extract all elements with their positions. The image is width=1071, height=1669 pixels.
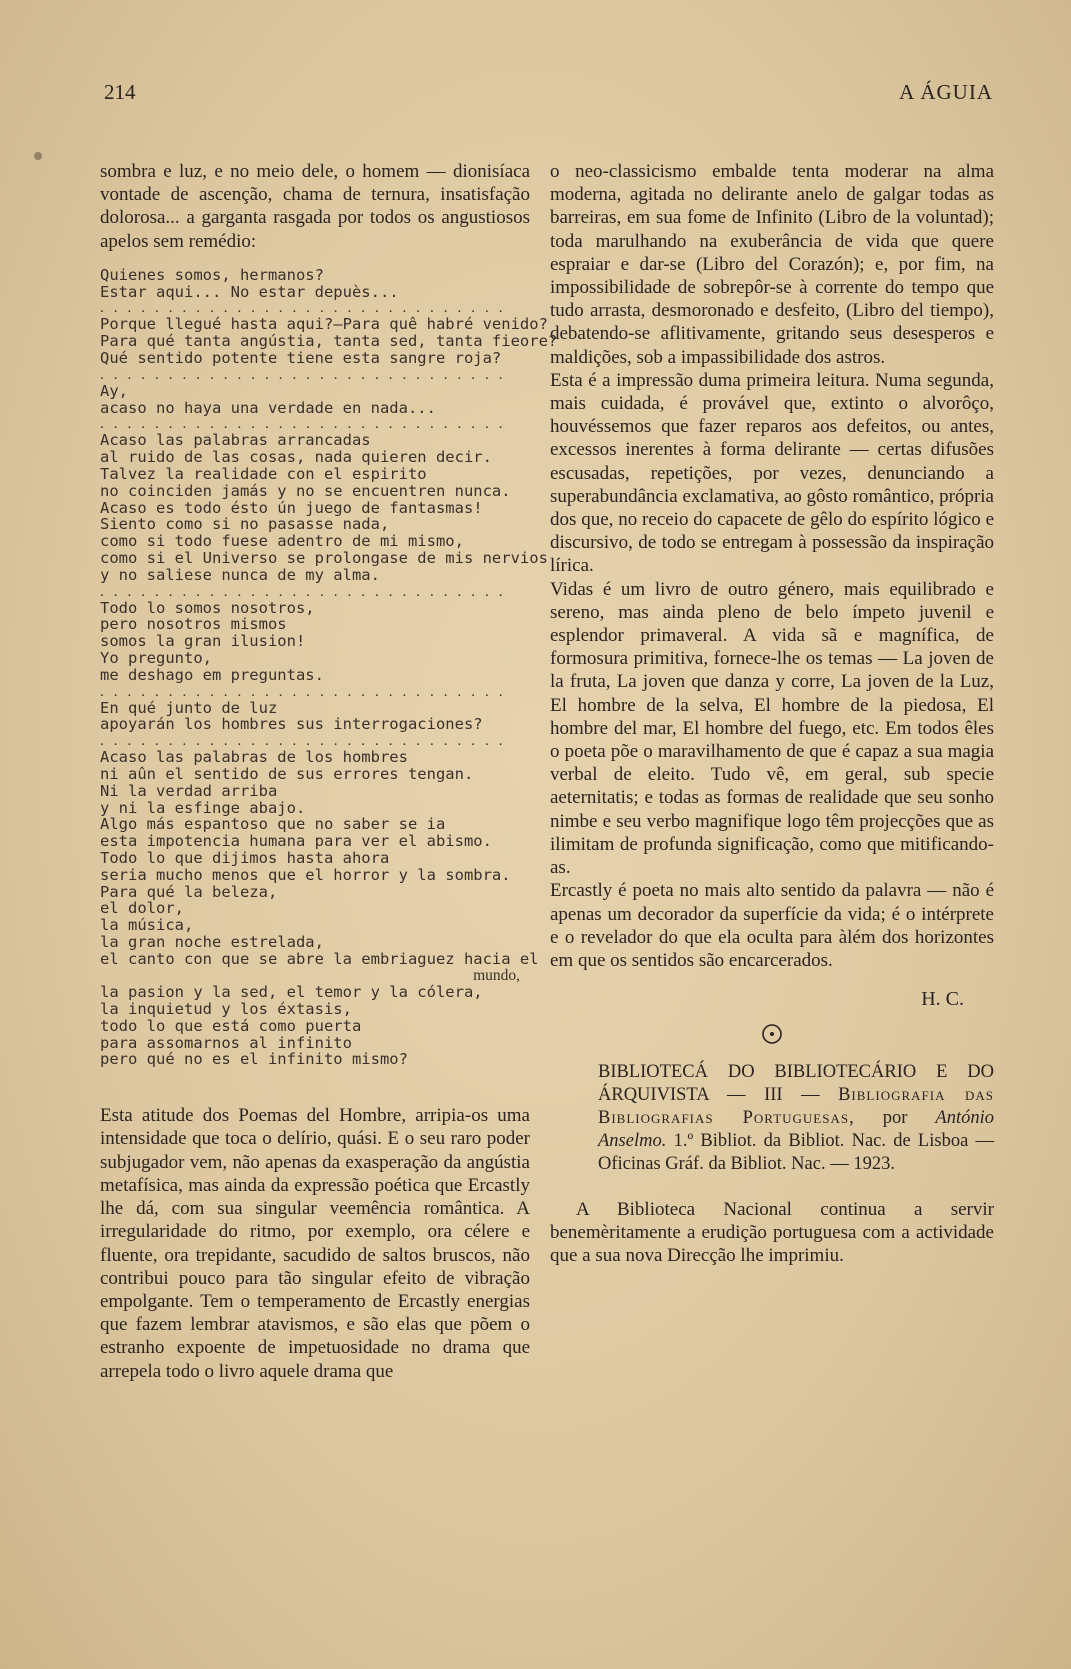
verse-stanza-6: En qué junto de luz apoyarán los hombres sus interrogaciones?: [100, 698, 483, 734]
verse-dot-separator: ..............................: [100, 366, 513, 383]
verse-text: Quienes somos, hermanos? Estar aqui... No estar depuès...: [100, 265, 399, 301]
verse-dot-separator: ..............................: [100, 583, 513, 600]
verse-stanza-1: [100, 267, 530, 301]
verse-dot-separator: ..............................: [100, 300, 513, 317]
verse-stanza-8: la pasion y la sed, el temor y la cólera, la inquietud y los éxtasis, todo lo que está como puerta para assomarnos al infinito pero qué no es el infinito mismo?: [100, 983, 483, 1069]
bib-imprint: 1.º Bibliot. da Bibliot. Nac. de Lisboa — Oficinas Gráf. da Bibliot. Nac. — 1923.: [598, 1131, 995, 1175]
verse-dot-separator: ..............................: [100, 683, 513, 700]
page-number: 214: [104, 80, 136, 104]
closing-paragraph: Esta atitude dos Poemas del Hombre, arripia-os uma intensidade que toca o delírio, quási. E o seu raro poder subjugador vem, não apenas da exasperação da angústia metafísica, mas ainda da expressão poética que Ercastly lhe dá, com sua singular veemência romântica. A irregularidade do ritmo, por exemplo, ora célere e fluente, ora trepidante, sacudido de saltos bruscos, não contribui pouco para tão singular efeito de vibração empolgante. Tem o temperamento de Ercastly energias que fazem lembrar atavismos, e são elas que põem o estranho expoente de impetuosidade no drama que arrepela todo o livro aquele drama que: [100, 1105, 530, 1382]
running-head: A ÁGUIA: [899, 80, 993, 104]
right-paragraph-2: Esta é a impressão duma primeira leitura. Numa segunda, mais cuidada, é provável que, extinto o alvorôço, houvéssemos que fazer reparos aos defeitos, ou antes, excessos inerentes à forma delirante — certas difusões escusadas, repetições, por vezes, denunciando a superabundância exclamativa, ao gôsto romântico, própria dos que, no receio do capacete de gêlo do espírito lógico e discursivo, de todo se entregam à possessão da inspiração lírica.: [550, 369, 994, 577]
right-paragraph-3: Vidas é um livro de outro género, mais equilibrado e sereno, mas ainda pleno de belo ímpeto juvenil e esplendor primaveral. A vida sã e magnífica, de formosura primitiva, fornece-lhe os temas — La joven de la fruta, La joven que danza y corre, La joven de la Luz, El hombre de la selva, El hombre de la piedosa, El hombre del mar, El hombre del fuego, etc. Em todos êles o poeta põe o maravilhamento de que é capaz a sua magia verbal de eleito. Tudo vê, em geral, sub specie aeternitatis; e todas as formas de realidade que seu sonho nimbe e seu verbo magnifique logo têm projecções que as ilimitam de profunda significação, como que mitificando-as.: [550, 578, 994, 879]
verse-stanza-5: Todo lo somos nosotros, pero nosotros mismos somos la gran ilusion! Yo pregunto, me deshago em preguntas.: [100, 598, 324, 684]
verse-stanza-2: Porque llegué hasta aqui?—Para quê habré venido? Para qué tanta angústia, tanta sed, tanta fieore? Qué sentido potente tiene esta sangre roja?: [100, 315, 558, 367]
bib-title-by: por: [882, 1108, 908, 1129]
right-paragraph-4: Ercastly é poeta no mais alto sentido da palavra — não é apenas um decorador da superfície da vida; é o intérprete e o revelador do que ela oculta para àlém dos horizontes em que os sentidos são encarcerados.: [550, 880, 994, 971]
right-paragraph-1: o neo-classicismo embalde tenta moderar na alma moderna, agitada no delirante anelo de galgar todas as barreiras, em sua fome de Infinito (Libro de la voluntad); toda marulhando na exuberância de vida que quere espraiar e dar-se (Libro del Corazón); e, por fim, na impossibilidade de sobrepôr-se à corrente do tempo que tudo arrasta, desmoronado e desfeito, (Libro del tiempo), debatendo-se aflitivamente, gritando seus desesperos e maldições, sob a impassibilidade dos astros.: [550, 161, 994, 368]
bib-title-subtitle: Bibliografia das Bibliografias Portuguesas,: [598, 1085, 995, 1129]
verse-dot-separator: ..............................: [100, 416, 513, 433]
verse-overflow-word: mundo,: [473, 966, 520, 984]
left-column: [100, 160, 558, 1383]
bib-author: António Anselmo.: [598, 1108, 995, 1152]
verse-stanza-7: Acaso las palabras de los hombres ni aûn el sentido de sus errores tengan. Ni la verdad arriba y ni la esfinge abajo. Algo más espantoso que no saber se ia esta impotencia humana para ver el abismo. Todo lo que dijimos hasta ahora seria mucho menos que el horror y la sombra. Para qué la beleza, el dolor, la música, la gran noche estrelada, el canto con que se abre la embriaguez hacia el: [100, 748, 539, 968]
sun-ornament-icon: [761, 1023, 783, 1045]
bib-title-main: BIBLIOTECÁ DO BIBLIOTECÁRIO E DO ÁRQUIVISTA — III —: [598, 1062, 994, 1106]
verse-dot-separator: ..............................: [100, 733, 513, 750]
bibliography-note: A Biblioteca Nacional continua a servir benemèritamente a erudição portuguesa com a actividade que a sua nova Direcção lhe imprimiu.: [550, 1199, 994, 1267]
verse-stanza-4: Acaso las palabras arrancadas al ruido de las cosas, nada quieren decir. Talvez la realidade con el espirito no coinciden jamás y no se encuentren nunca. Acaso es todo ésto ún juego de fantasmas! Siento como si no pasasse nada, como si todo fuese adentro de mi mismo, como si el Universo se prolongase de mis nervios y no saliese nunca de my alma.: [100, 431, 548, 584]
intro-paragraph: sombra e luz, e no meio dele, o homem — dionisíaca vontade de ascenção, chama de ternura, insatisfação dolorosa... a garganta rasgada por todos os angustiosos apelos sem remédio:: [100, 161, 530, 252]
right-column: [550, 160, 994, 1267]
ink-stain: [34, 152, 42, 160]
bibliography-entry: [550, 1061, 994, 1176]
author-signature: H. C.: [921, 988, 964, 1011]
verse-stanza-3: Ay, acaso no haya una verdade en nada...: [100, 381, 436, 417]
